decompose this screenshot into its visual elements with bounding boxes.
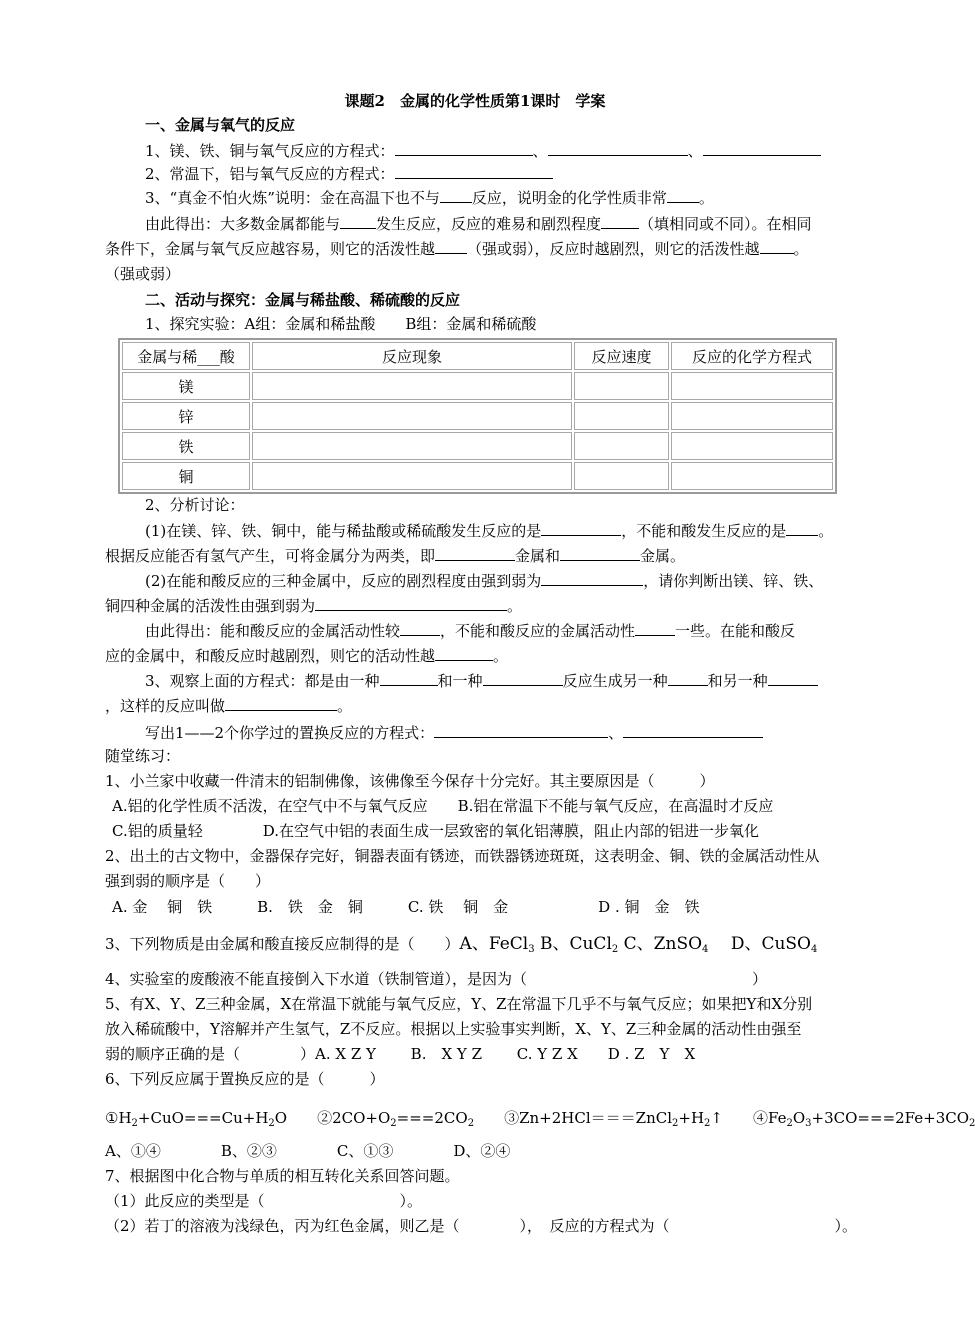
blank[interactable]	[548, 141, 688, 156]
section2-heading: 二、活动与探究：金属与稀盐酸、稀硫酸的反应	[145, 291, 461, 309]
answer-cell[interactable]	[574, 432, 669, 460]
practice-q1-options-cd: C.铝的质量轻 D.在空气中铝的表面生成一层致密的氧化铝薄膜，阻止内部的铝进一步氧化	[112, 822, 759, 840]
answer-cell[interactable]	[252, 402, 572, 430]
blank[interactable]	[225, 696, 337, 711]
blank[interactable]	[435, 646, 493, 661]
answer-cell[interactable]	[671, 372, 833, 400]
metal-cell: 铁	[122, 432, 250, 460]
practice-q5-line3: 弱的顺序正确的是（ ）A. X Z Y B. X Y Z C. Y Z X D . Z Y X	[105, 1045, 696, 1063]
practice-q6-options: A、①④ B、②③ C、①③ D、②④	[105, 1142, 511, 1160]
s2-q1-line1: (1)在镁、锌、铁、铜中，能与稀盐酸或稀硫酸发生反应的是 ，不能和酸发生反应的是 。	[145, 522, 834, 540]
answer-cell[interactable]	[252, 432, 572, 460]
answer-cell[interactable]	[671, 402, 833, 430]
blank[interactable]	[668, 671, 708, 686]
s2-q1-line2: 根据反应能否有氢气产生，可将金属分为两类，即 金属和 金属。	[105, 547, 686, 565]
answer-cell[interactable]	[574, 372, 669, 400]
s2-conclusion-1: 由此得出：能和酸反应的金属活动性较 ，不能和酸反应的金属活动性 一些。在能和酸反	[145, 622, 796, 640]
practice-q2-line2: 强到弱的顺序是（ ）	[105, 872, 271, 890]
blank[interactable]	[434, 723, 608, 738]
s2-q2-line1: (2)在能和酸反应的三种金属中，反应的剧烈程度由强到弱为 ，请你判断出镁、锌、铁、	[145, 572, 824, 590]
practice-q1: 1、小兰家中收藏一件清末的铝制佛像，该佛像至今保存十分完好。其主要原因是（ ）	[105, 772, 715, 790]
page-title: 课题2 金属的化学性质第1课时 学案	[344, 92, 606, 110]
s2-q2-line2: 铜四种金属的活泼性由强到弱为 。	[105, 597, 523, 615]
practice-heading: 随堂练习：	[105, 747, 181, 765]
practice-q7: 7、根据图中化合物与单质的相互转化关系回答问题。	[105, 1167, 460, 1185]
experiment-table	[118, 338, 837, 494]
blank[interactable]	[395, 164, 553, 179]
section1-heading: 一、金属与氧气的反应	[145, 116, 296, 134]
answer-cell[interactable]	[671, 462, 833, 490]
blank[interactable]	[395, 141, 533, 156]
metal-cell: 锌	[122, 402, 250, 430]
practice-q1-options-ab: A.铝的化学性质不活泼，在空气中不与氧气反应 B.铝在常温下不能与氧气反应，在高温时才反应	[112, 797, 774, 815]
s1-para1: 由此得出：大多数金属都能与 发生反应，反应的难易和剧烈程度 （填相同或不同）。在相同	[145, 215, 812, 233]
s1-line3: 3、“真金不怕火炼”说明：金在高温下也不与 反应，说明金的化学性质非常 。	[145, 189, 714, 207]
blank[interactable]	[601, 214, 639, 229]
blank[interactable]	[400, 621, 440, 636]
blank[interactable]	[541, 571, 643, 586]
metal-cell: 镁	[122, 372, 250, 400]
blank[interactable]	[483, 671, 563, 686]
answer-cell[interactable]	[252, 372, 572, 400]
answer-cell[interactable]	[574, 462, 669, 490]
answer-cell[interactable]	[671, 432, 833, 460]
table-row	[122, 432, 833, 460]
s1-line1: 1、镁、铁、铜与氧气反应的方程式： 、 、	[145, 140, 915, 162]
practice-q2-line1: 2、出土的古文物中，金器保存完好，铜器表面有锈迹，而铁器锈迹斑斑，这表明金、铜、铁的金属活动性从	[105, 847, 820, 865]
blank[interactable]	[623, 723, 763, 738]
s1-para3: （强或弱）	[105, 265, 181, 283]
s2-line2: 2、分析讨论：	[145, 496, 245, 514]
blank[interactable]	[560, 546, 640, 561]
blank[interactable]	[635, 621, 675, 636]
practice-q7-part1: （1）此反应的类型是（ ）。	[105, 1192, 423, 1210]
table-header: 反应速度	[574, 342, 669, 370]
practice-q7-part2: （2）若丁的溶液为浅绿色，丙为红色金属，则乙是（ ）， 反应的方程式为（ ）。	[105, 1217, 858, 1235]
table-row	[122, 402, 833, 430]
s1-para2: 条件下，金属与氧气反应越容易，则它的活泼性越 （强或弱），反应时越剧烈，则它的活泼性越 。	[105, 240, 809, 258]
s1-line2: 2、常温下，铝与氧气反应的方程式：	[145, 163, 915, 185]
blank[interactable]	[541, 521, 621, 536]
practice-q5-line1: 5、有X、Y、Z三种金属，X在常温下就能与氧气反应，Y、Z在常温下几乎不与氧气反应；如果把Y和X分别	[105, 995, 813, 1013]
s2-observe-1: 3、观察上面的方程式：都是由一种 和一种 反应生成另一种 和另一种	[145, 670, 915, 692]
practice-q6: 6、下列反应属于置换反应的是（ ）	[105, 1070, 385, 1088]
practice-q2-options: A. 金 铜 铁 B. 铁 金 铜 C. 铁 铜 金 D . 铜 金 铁	[112, 898, 700, 916]
table-header-row	[122, 342, 833, 370]
blank[interactable]	[667, 188, 699, 203]
practice-q5-line2: 放入稀硫酸中，Y溶解并产生氢气，Z不反应。根据以上实验事实判断，X、Y、Z三种金属的活动性由强至	[105, 1020, 802, 1038]
blank[interactable]	[435, 239, 467, 254]
practice-q3: 3、下列物质是由金属和酸直接反应制得的是（ ）A、FeCl$_3$ B、CuCl$_2$ C、ZnSO$_4$ D、CuSO$_4$	[105, 934, 818, 955]
s2-conclusion-2: 应的金属中，和酸反应时越剧烈，则它的活动性越 。	[105, 647, 509, 665]
s2-observe-2: ，这样的反应叫做 。	[105, 697, 353, 715]
table-header: 金属与稀___酸	[122, 342, 250, 370]
blank[interactable]	[340, 214, 376, 229]
blank[interactable]	[703, 141, 821, 156]
answer-cell[interactable]	[252, 462, 572, 490]
blank[interactable]	[315, 596, 507, 611]
blank[interactable]	[768, 671, 818, 686]
table-row	[122, 372, 833, 400]
table-row	[122, 462, 833, 490]
blank[interactable]	[440, 188, 472, 203]
blank[interactable]	[380, 671, 438, 686]
metal-cell: 铜	[122, 462, 250, 490]
s2-write: 写出1——2个你学过的置换反应的方程式： 、	[145, 722, 915, 744]
table-header: 反应的化学方程式	[671, 342, 833, 370]
answer-cell[interactable]	[574, 402, 669, 430]
blank[interactable]	[786, 521, 818, 536]
blank[interactable]	[760, 239, 794, 254]
practice-q4: 4、实验室的废酸液不能直接倒入下水道（铁制管道），是因为（ ）	[105, 970, 768, 988]
table-header: 反应现象	[252, 342, 572, 370]
s2-line1: 1、探究实验：A组：金属和稀盐酸 B组：金属和稀硫酸	[145, 315, 537, 333]
practice-q6-reactions: $①H_2+CuO===Cu+H_2O$ $②2CO+O_2===2CO_2$ $③Zn+2HCl===ZnCl_2+H_2↑$ $④Fe_2O_3+3CO===2Fe+3CO_2$	[105, 1109, 975, 1129]
blank[interactable]	[435, 546, 515, 561]
